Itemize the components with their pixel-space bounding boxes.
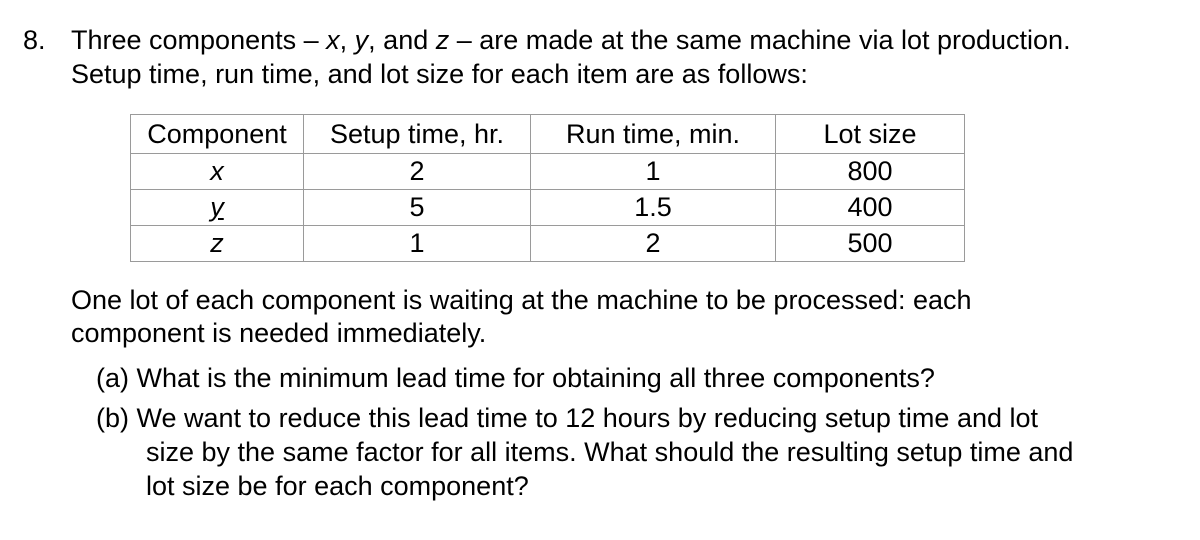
cell-lot-size: 500 [776,226,965,262]
variable-z: z [435,25,450,55]
cell-setup-time: 5 [304,190,531,226]
variable-y: y [354,25,369,55]
body-line-2: component is needed immediately. [71,318,487,348]
cell-setup-time: 1 [304,226,531,262]
cell-run-time: 1 [531,154,776,190]
cell-run-time: 2 [531,226,776,262]
header-lot-size: Lot size [776,115,965,154]
question-a: (a) What is the minimum lead time for obtaining all three components? [96,363,935,393]
intro-line-1 [71,24,1071,56]
intro-line-2: Setup time, run time, and lot size for each item are as follows: [71,59,808,89]
separator-1: , [339,25,355,55]
separator-2: , and [368,25,436,55]
body-line-1: One lot of each component is waiting at the machine to be processed: each [71,285,972,315]
intro-text-a: Three components – [71,25,327,55]
component-table [130,114,965,262]
question-b-line-3: lot size be for each component? [146,471,529,501]
table-row [131,226,965,262]
header-component: Component [131,115,304,154]
cell-component: x [131,154,304,190]
header-run-time: Run time, min. [531,115,776,154]
cell-setup-time: 2 [304,154,531,190]
variable-x: x [326,25,340,55]
question-b-line-1: (b) We want to reduce this lead time to 12 hours by reducing setup time and lot [96,403,1039,433]
table-header-row [131,115,965,154]
intro-text-b: – are made at the same machine via lot production. [449,25,1071,55]
cell-component: z [131,226,304,262]
header-setup-time: Setup time, hr. [304,115,531,154]
problem-number: 8. [23,25,46,55]
cell-lot-size: 800 [776,154,965,190]
cell-component: y [131,190,304,226]
question-b-line-2: size by the same factor for all items. What should the resulting setup time and [146,437,1074,467]
table-row [131,190,965,226]
cell-run-time: 1.5 [531,190,776,226]
cell-lot-size: 400 [776,190,965,226]
table-row [131,154,965,190]
